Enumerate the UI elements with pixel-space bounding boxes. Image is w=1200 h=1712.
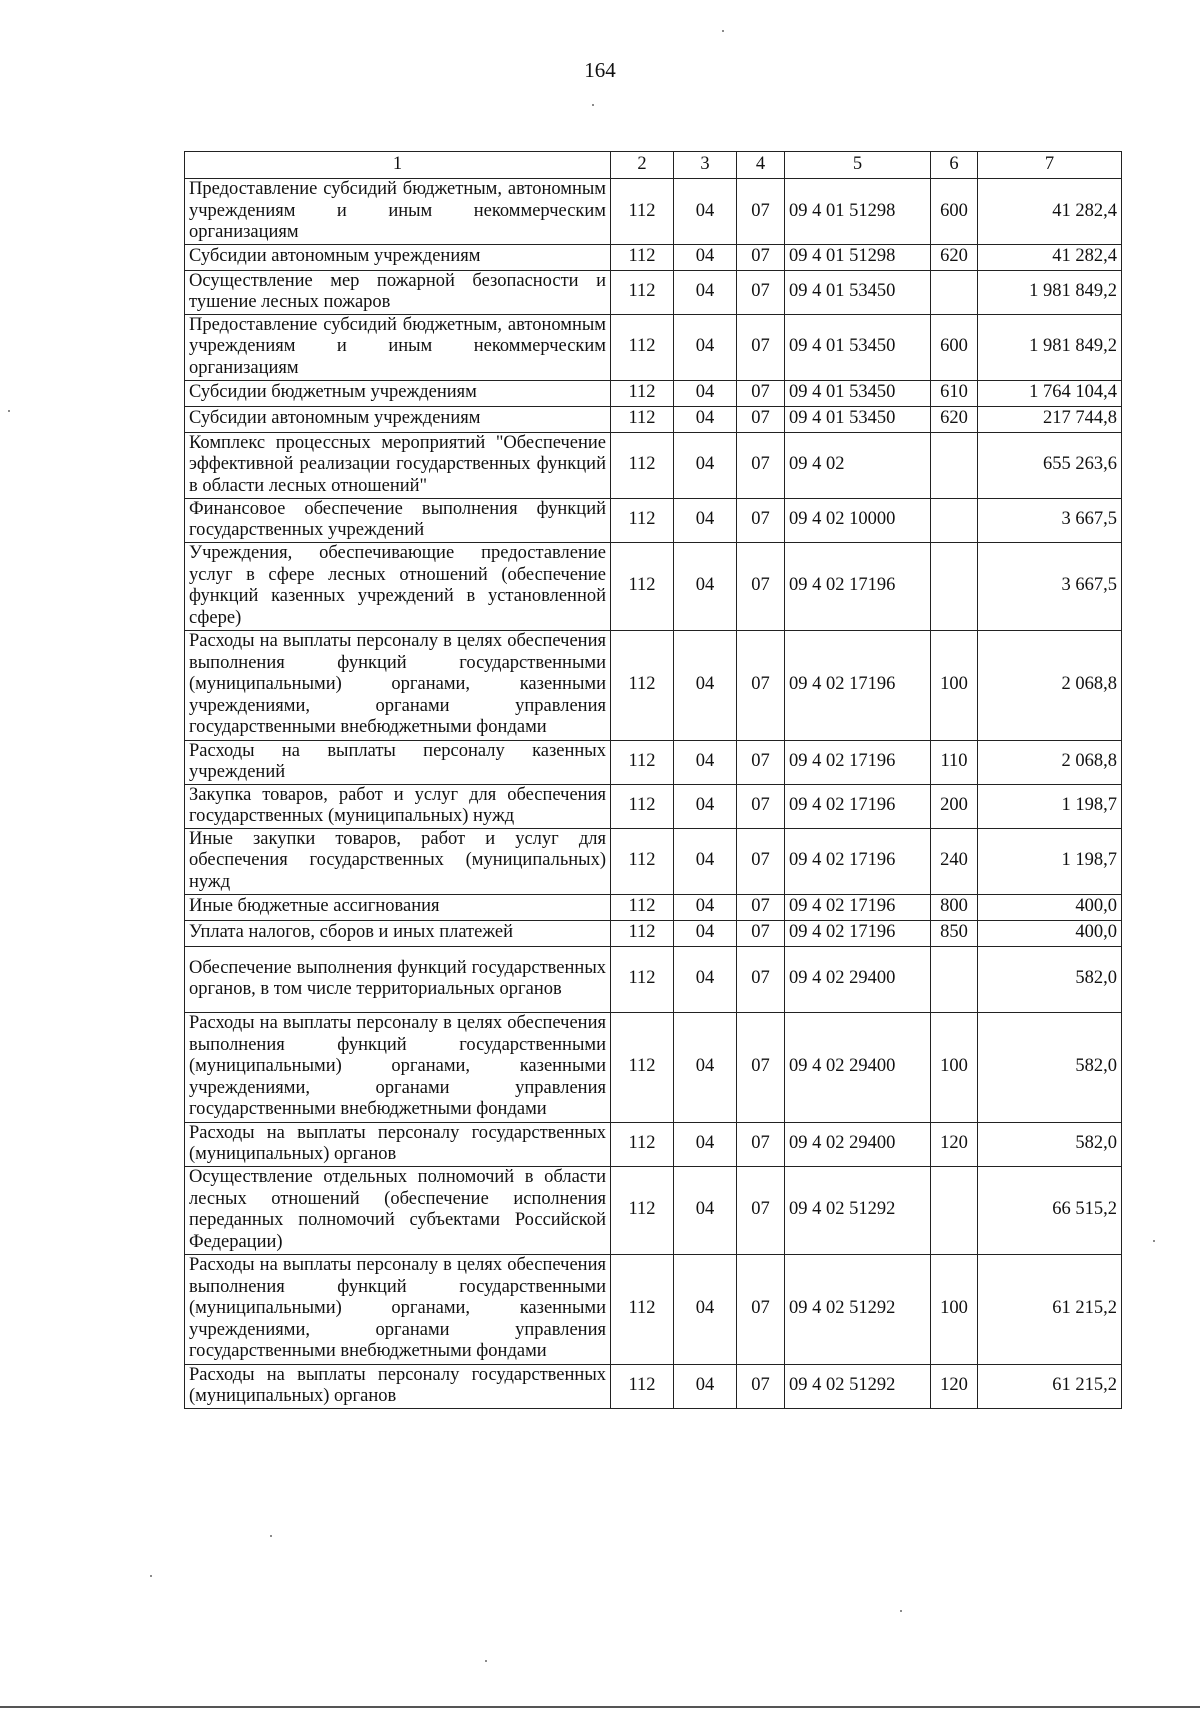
table-row bbox=[185, 894, 1122, 920]
ministry-code: 112 bbox=[611, 1122, 674, 1166]
table-row bbox=[185, 828, 1122, 894]
amount-value: 1 981 849,2 bbox=[978, 314, 1122, 380]
amount-value: 61 215,2 bbox=[978, 1364, 1122, 1408]
ministry-code: 112 bbox=[611, 380, 674, 406]
expense-type-code: 800 bbox=[931, 894, 978, 920]
subsection-code: 07 bbox=[737, 406, 785, 432]
expense-type-code: 100 bbox=[931, 1254, 978, 1364]
target-article-code: 09 4 01 53450 bbox=[785, 314, 931, 380]
subsection-code: 07 bbox=[737, 244, 785, 270]
header-cell-6: 6 bbox=[931, 152, 978, 179]
section-code: 04 bbox=[674, 542, 737, 630]
ministry-code: 112 bbox=[611, 406, 674, 432]
item-name: Предоставление субсидий бюджетным, автономным учреждениям и иным некоммерческим организациям bbox=[185, 179, 611, 245]
expense-type-code: 100 bbox=[931, 1012, 978, 1122]
scan-speck bbox=[722, 30, 724, 32]
table-row bbox=[185, 1122, 1122, 1166]
item-name: Финансовое обеспечение выполнения функций государственных учреждений bbox=[185, 498, 611, 542]
section-code: 04 bbox=[674, 784, 737, 828]
target-article-code: 09 4 02 bbox=[785, 432, 931, 498]
expense-type-code: 100 bbox=[931, 630, 978, 740]
expense-type-code: 110 bbox=[931, 740, 978, 784]
ministry-code: 112 bbox=[611, 314, 674, 380]
table-row bbox=[185, 244, 1122, 270]
budget-table bbox=[184, 151, 1122, 1409]
subsection-code: 07 bbox=[737, 542, 785, 630]
item-name: Обеспечение выполнения функций государственных органов, в том числе территориальных органов bbox=[185, 946, 611, 1012]
expense-type-code: 240 bbox=[931, 828, 978, 894]
subsection-code: 07 bbox=[737, 630, 785, 740]
scan-bottom-edge bbox=[0, 1706, 1200, 1708]
target-article-code: 09 4 02 51292 bbox=[785, 1254, 931, 1364]
subsection-code: 07 bbox=[737, 894, 785, 920]
expense-type-code: 850 bbox=[931, 920, 978, 946]
header-cell-1: 1 bbox=[185, 152, 611, 179]
subsection-code: 07 bbox=[737, 920, 785, 946]
scan-speck bbox=[900, 1610, 902, 1612]
item-name: Иные закупки товаров, работ и услуг для обеспечения государственных (муниципальных) нужд bbox=[185, 828, 611, 894]
expense-type-code bbox=[931, 946, 978, 1012]
section-code: 04 bbox=[674, 828, 737, 894]
table-row bbox=[185, 270, 1122, 314]
section-code: 04 bbox=[674, 432, 737, 498]
amount-value: 66 515,2 bbox=[978, 1166, 1122, 1254]
target-article-code: 09 4 02 29400 bbox=[785, 1122, 931, 1166]
ministry-code: 112 bbox=[611, 894, 674, 920]
section-code: 04 bbox=[674, 894, 737, 920]
amount-value: 3 667,5 bbox=[978, 498, 1122, 542]
expense-type-code: 120 bbox=[931, 1122, 978, 1166]
header-row bbox=[185, 152, 1122, 179]
ministry-code: 112 bbox=[611, 270, 674, 314]
subsection-code: 07 bbox=[737, 1166, 785, 1254]
amount-value: 655 263,6 bbox=[978, 432, 1122, 498]
item-name: Расходы на выплаты персоналу государственных (муниципальных) органов bbox=[185, 1122, 611, 1166]
target-article-code: 09 4 02 17196 bbox=[785, 920, 931, 946]
target-article-code: 09 4 02 17196 bbox=[785, 740, 931, 784]
table-row bbox=[185, 1364, 1122, 1408]
expense-type-code: 600 bbox=[931, 314, 978, 380]
table-row bbox=[185, 432, 1122, 498]
expense-type-code bbox=[931, 1166, 978, 1254]
item-name: Уплата налогов, сборов и иных платежей bbox=[185, 920, 611, 946]
item-name: Субсидии бюджетным учреждениям bbox=[185, 380, 611, 406]
expense-type-code: 120 bbox=[931, 1364, 978, 1408]
section-code: 04 bbox=[674, 1122, 737, 1166]
scan-speck bbox=[485, 1660, 487, 1662]
amount-value: 61 215,2 bbox=[978, 1254, 1122, 1364]
ministry-code: 112 bbox=[611, 1012, 674, 1122]
subsection-code: 07 bbox=[737, 270, 785, 314]
amount-value: 217 744,8 bbox=[978, 406, 1122, 432]
item-name: Иные бюджетные ассигнования bbox=[185, 894, 611, 920]
table-row bbox=[185, 1254, 1122, 1364]
item-name: Расходы на выплаты персоналу в целях обеспечения выполнения функций государственными (муниципальными) органами, казенными учреждениями, органами управления государственными внебюджетными фондами bbox=[185, 1254, 611, 1364]
ministry-code: 112 bbox=[611, 740, 674, 784]
item-name: Закупка товаров, работ и услуг для обеспечения государственных (муниципальных) нужд bbox=[185, 784, 611, 828]
item-name: Учреждения, обеспечивающие предоставление услуг в сфере лесных отношений (обеспечение функций казенных учреждений в установленной сфере) bbox=[185, 542, 611, 630]
amount-value: 400,0 bbox=[978, 894, 1122, 920]
subsection-code: 07 bbox=[737, 432, 785, 498]
target-article-code: 09 4 01 53450 bbox=[785, 270, 931, 314]
subsection-code: 07 bbox=[737, 1364, 785, 1408]
ministry-code: 112 bbox=[611, 1254, 674, 1364]
header-cell-2: 2 bbox=[611, 152, 674, 179]
expense-type-code: 620 bbox=[931, 244, 978, 270]
section-code: 04 bbox=[674, 380, 737, 406]
ministry-code: 112 bbox=[611, 828, 674, 894]
table-header bbox=[185, 152, 1122, 179]
table-row bbox=[185, 740, 1122, 784]
amount-value: 1 198,7 bbox=[978, 828, 1122, 894]
ministry-code: 112 bbox=[611, 432, 674, 498]
scan-speck bbox=[8, 410, 10, 412]
table-body bbox=[185, 179, 1122, 1409]
table-row bbox=[185, 1012, 1122, 1122]
target-article-code: 09 4 02 29400 bbox=[785, 946, 931, 1012]
item-name: Субсидии автономным учреждениям bbox=[185, 406, 611, 432]
section-code: 04 bbox=[674, 1254, 737, 1364]
section-code: 04 bbox=[674, 498, 737, 542]
ministry-code: 112 bbox=[611, 498, 674, 542]
expense-type-code bbox=[931, 498, 978, 542]
amount-value: 400,0 bbox=[978, 920, 1122, 946]
expense-type-code bbox=[931, 542, 978, 630]
subsection-code: 07 bbox=[737, 498, 785, 542]
table-row bbox=[185, 314, 1122, 380]
section-code: 04 bbox=[674, 740, 737, 784]
target-article-code: 09 4 02 17196 bbox=[785, 542, 931, 630]
item-name: Осуществление мер пожарной безопасности и тушение лесных пожаров bbox=[185, 270, 611, 314]
subsection-code: 07 bbox=[737, 740, 785, 784]
item-name: Предоставление субсидий бюджетным, автономным учреждениям и иным некоммерческим организациям bbox=[185, 314, 611, 380]
section-code: 04 bbox=[674, 920, 737, 946]
target-article-code: 09 4 02 17196 bbox=[785, 784, 931, 828]
subsection-code: 07 bbox=[737, 380, 785, 406]
target-article-code: 09 4 02 29400 bbox=[785, 1012, 931, 1122]
item-name: Расходы на выплаты персоналу казенных учреждений bbox=[185, 740, 611, 784]
target-article-code: 09 4 02 51292 bbox=[785, 1166, 931, 1254]
ministry-code: 112 bbox=[611, 920, 674, 946]
table-row bbox=[185, 630, 1122, 740]
item-name: Субсидии автономным учреждениям bbox=[185, 244, 611, 270]
target-article-code: 09 4 01 53450 bbox=[785, 406, 931, 432]
scan-speck bbox=[1153, 1240, 1155, 1242]
subsection-code: 07 bbox=[737, 179, 785, 245]
amount-value: 41 282,4 bbox=[978, 244, 1122, 270]
subsection-code: 07 bbox=[737, 1012, 785, 1122]
expense-type-code: 200 bbox=[931, 784, 978, 828]
section-code: 04 bbox=[674, 1364, 737, 1408]
ministry-code: 112 bbox=[611, 244, 674, 270]
table-row bbox=[185, 1166, 1122, 1254]
amount-value: 582,0 bbox=[978, 946, 1122, 1012]
amount-value: 2 068,8 bbox=[978, 740, 1122, 784]
expense-type-code bbox=[931, 270, 978, 314]
target-article-code: 09 4 02 51292 bbox=[785, 1364, 931, 1408]
amount-value: 582,0 bbox=[978, 1012, 1122, 1122]
amount-value: 582,0 bbox=[978, 1122, 1122, 1166]
section-code: 04 bbox=[674, 630, 737, 740]
ministry-code: 112 bbox=[611, 946, 674, 1012]
target-article-code: 09 4 02 10000 bbox=[785, 498, 931, 542]
amount-value: 3 667,5 bbox=[978, 542, 1122, 630]
item-name: Расходы на выплаты персоналу в целях обеспечения выполнения функций государственными (муниципальными) органами, казенными учреждениями, органами управления государственными внебюджетными фондами bbox=[185, 630, 611, 740]
expense-type-code bbox=[931, 432, 978, 498]
section-code: 04 bbox=[674, 314, 737, 380]
amount-value: 1 981 849,2 bbox=[978, 270, 1122, 314]
subsection-code: 07 bbox=[737, 314, 785, 380]
ministry-code: 112 bbox=[611, 542, 674, 630]
item-name: Расходы на выплаты персоналу в целях обеспечения выполнения функций государственными (муниципальными) органами, казенными учреждениями, органами управления государственными внебюджетными фондами bbox=[185, 1012, 611, 1122]
table-row bbox=[185, 179, 1122, 245]
table-row bbox=[185, 946, 1122, 1012]
subsection-code: 07 bbox=[737, 946, 785, 1012]
section-code: 04 bbox=[674, 270, 737, 314]
target-article-code: 09 4 01 51298 bbox=[785, 244, 931, 270]
target-article-code: 09 4 02 17196 bbox=[785, 630, 931, 740]
header-cell-4: 4 bbox=[737, 152, 785, 179]
header-cell-3: 3 bbox=[674, 152, 737, 179]
table-row bbox=[185, 380, 1122, 406]
section-code: 04 bbox=[674, 946, 737, 1012]
ministry-code: 112 bbox=[611, 1166, 674, 1254]
amount-value: 1 764 104,4 bbox=[978, 380, 1122, 406]
scan-speck bbox=[270, 1535, 272, 1537]
section-code: 04 bbox=[674, 1012, 737, 1122]
page-number: 164 bbox=[584, 58, 616, 82]
ministry-code: 112 bbox=[611, 784, 674, 828]
target-article-code: 09 4 01 53450 bbox=[785, 380, 931, 406]
scan-speck bbox=[592, 104, 594, 106]
ministry-code: 112 bbox=[611, 630, 674, 740]
expense-type-code: 600 bbox=[931, 179, 978, 245]
table-row bbox=[185, 406, 1122, 432]
table-row bbox=[185, 498, 1122, 542]
section-code: 04 bbox=[674, 1166, 737, 1254]
amount-value: 41 282,4 bbox=[978, 179, 1122, 245]
subsection-code: 07 bbox=[737, 828, 785, 894]
item-name: Осуществление отдельных полномочий в области лесных отношений (обеспечение исполнения переданных полномочий субъектами Российской Федерации) bbox=[185, 1166, 611, 1254]
header-cell-5: 5 bbox=[785, 152, 931, 179]
target-article-code: 09 4 02 17196 bbox=[785, 828, 931, 894]
subsection-code: 07 bbox=[737, 1122, 785, 1166]
item-name: Расходы на выплаты персоналу государственных (муниципальных) органов bbox=[185, 1364, 611, 1408]
table-row bbox=[185, 920, 1122, 946]
section-code: 04 bbox=[674, 406, 737, 432]
subsection-code: 07 bbox=[737, 1254, 785, 1364]
target-article-code: 09 4 02 17196 bbox=[785, 894, 931, 920]
table-row bbox=[185, 542, 1122, 630]
subsection-code: 07 bbox=[737, 784, 785, 828]
section-code: 04 bbox=[674, 179, 737, 245]
ministry-code: 112 bbox=[611, 179, 674, 245]
amount-value: 2 068,8 bbox=[978, 630, 1122, 740]
expense-type-code: 610 bbox=[931, 380, 978, 406]
expense-type-code: 620 bbox=[931, 406, 978, 432]
header-cell-7: 7 bbox=[978, 152, 1122, 179]
amount-value: 1 198,7 bbox=[978, 784, 1122, 828]
section-code: 04 bbox=[674, 244, 737, 270]
table-row bbox=[185, 784, 1122, 828]
scan-speck bbox=[150, 1575, 152, 1577]
ministry-code: 112 bbox=[611, 1364, 674, 1408]
target-article-code: 09 4 01 51298 bbox=[785, 179, 931, 245]
item-name: Комплекс процессных мероприятий "Обеспечение эффективной реализации государственных функций в области лесных отношений" bbox=[185, 432, 611, 498]
